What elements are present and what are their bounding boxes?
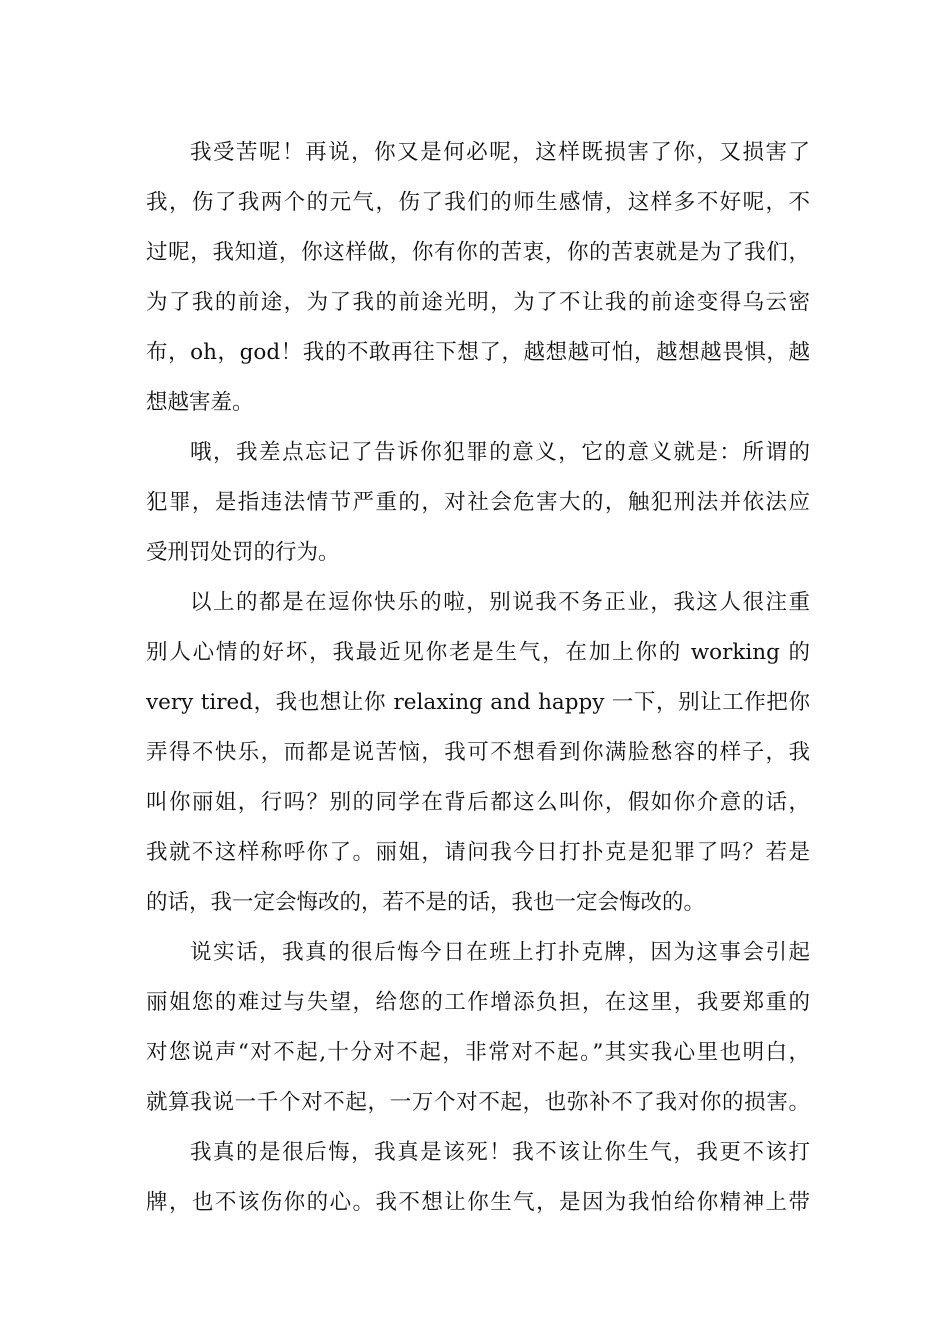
paragraph-line: 牌，也不该伤你的心。我不想让你生气，是因为我怕给你精神上带	[146, 1190, 810, 1215]
paragraph-line: 对您说声“对不起,十分对不起，非常对不起。”其实我心里也明白，	[146, 1040, 810, 1065]
paragraph-line: 我，伤了我两个的元气，伤了我们的师生感情，这样多不好呢，不	[146, 190, 810, 215]
paragraph-line: 为了我的前途，为了我的前途光明，为了不让我的前途变得乌云密	[146, 290, 810, 315]
paragraph-line: 哦，我差点忘记了告诉你犯罪的意义，它的意义就是：所谓的	[190, 440, 810, 465]
paragraph-line: 布，oh，god！我的不敢再往下想了，越想越可怕，越想越畏惧，越	[146, 340, 810, 365]
paragraph-line: 我就不这样称呼你了。丽姐，请问我今日打扑克是犯罪了吗？若是	[146, 840, 810, 865]
paragraph-line: 别人心情的好坏，我最近见你老是生气，在加上你的 working 的	[146, 640, 810, 665]
paragraph-line: 我真的是很后悔，我真是该死！我不该让你生气，我更不该打	[190, 1140, 810, 1165]
paragraph-line: 叫你丽姐，行吗？别的同学在背后都这么叫你，假如你介意的话，	[146, 790, 810, 815]
paragraph-line: 就算我说一千个对不起，一万个对不起，也弥补不了我对你的损害。	[146, 1090, 810, 1115]
paragraph-line: 弄得不快乐，而都是说苦恼，我可不想看到你满脸愁容的样子，我	[146, 740, 810, 765]
paragraph-line: 说实话，我真的很后悔今日在班上打扑克牌，因为这事会引起	[190, 940, 810, 965]
paragraph-line: 想越害羞。	[146, 390, 254, 415]
paragraph-line: 我受苦呢！再说，你又是何必呢，这样既损害了你，又损害了	[190, 140, 810, 165]
paragraph-line: 犯罪，是指违法情节严重的，对社会危害大的，触犯刑法并依法应	[146, 490, 810, 515]
paragraph-line: 受刑罚处罚的行为。	[146, 540, 340, 565]
paragraph-line: 过呢，我知道，你这样做，你有你的苦衷，你的苦衷就是为了我们，	[146, 240, 810, 265]
paragraph-line: 的话，我一定会悔改的，若不是的话，我也一定会悔改的。	[146, 890, 706, 915]
paragraph-line: 丽姐您的难过与失望，给您的工作增添负担，在这里，我要郑重的	[146, 990, 810, 1015]
paragraph-line: very tired，我也想让你 relaxing and happy 一下，别让工作把你	[146, 690, 810, 715]
body-text	[146, 128, 810, 1228]
paragraph-line: 以上的都是在逗你快乐的啦，别说我不务正业，我这人很注重	[190, 590, 810, 615]
